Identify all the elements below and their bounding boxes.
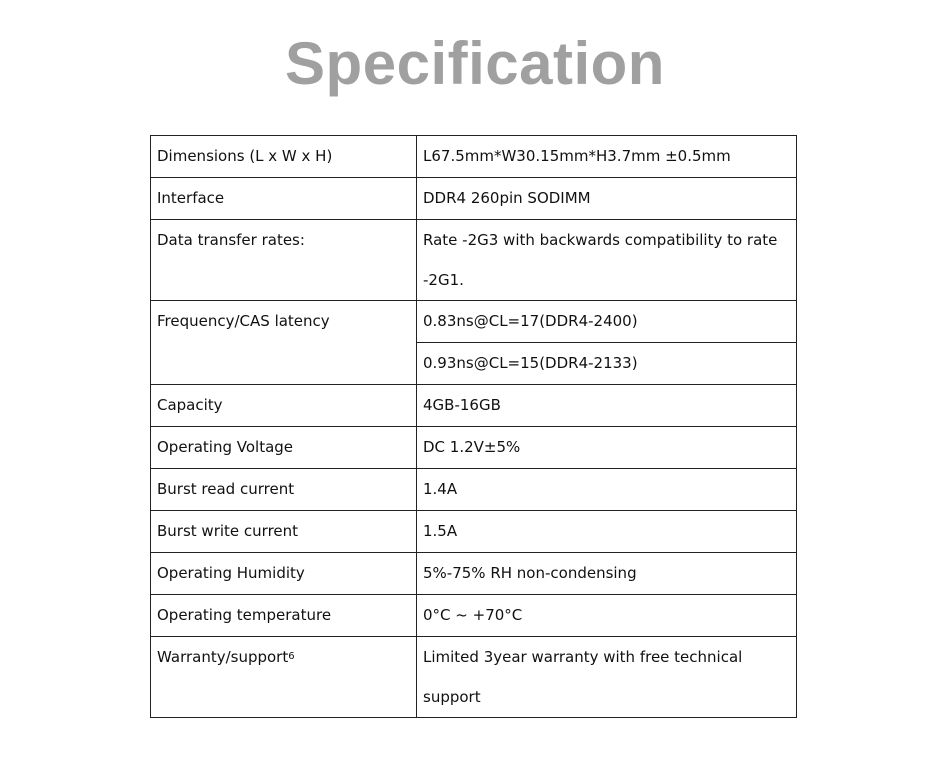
table-row [151, 511, 797, 553]
spec-value: DC 1.2V±5% [417, 427, 797, 469]
spec-value: 0.83ns@CL=17(DDR4-2400) [417, 301, 797, 343]
table-row [151, 301, 797, 343]
table-row [151, 385, 797, 427]
spec-label: Burst read current [151, 469, 417, 511]
table-row [151, 595, 797, 637]
table-row [151, 136, 797, 178]
footnote-marker: 6 [288, 651, 295, 662]
spec-label-cell [151, 637, 417, 718]
spec-value: 1.4A [417, 469, 797, 511]
table-row [151, 427, 797, 469]
spec-label: Interface [151, 178, 417, 220]
spec-value: 0°C ~ +70°C [417, 595, 797, 637]
spec-value: 1.5A [417, 511, 797, 553]
page-title: Specification [285, 30, 665, 97]
spec-label: Frequency/CAS latency [151, 301, 417, 385]
spec-label: Capacity [151, 385, 417, 427]
spec-value: 4GB-16GB [417, 385, 797, 427]
spec-label: Dimensions (L x W x H) [151, 136, 417, 178]
spec-label: Operating Humidity [151, 553, 417, 595]
spec-label: Operating Voltage [151, 427, 417, 469]
spec-value: Limited 3year warranty with free technical support [417, 637, 797, 718]
spec-value: DDR4 260pin SODIMM [417, 178, 797, 220]
specification-table [150, 135, 797, 718]
spec-label: Data transfer rates: [151, 220, 417, 301]
table-row [151, 178, 797, 220]
spec-value: L67.5mm*W30.15mm*H3.7mm ±0.5mm [417, 136, 797, 178]
spec-label: Operating temperature [151, 595, 417, 637]
spec-value: Rate -2G3 with backwards compatibility to rate -2G1. [417, 220, 797, 301]
table-row [151, 637, 797, 718]
spec-value: 0.93ns@CL=15(DDR4-2133) [417, 343, 797, 385]
spec-value: 5%-75% RH non-condensing [417, 553, 797, 595]
table-row [151, 553, 797, 595]
spec-label: Warranty/support [157, 648, 289, 666]
table-row [151, 220, 797, 301]
table-row [151, 469, 797, 511]
spec-label: Burst write current [151, 511, 417, 553]
